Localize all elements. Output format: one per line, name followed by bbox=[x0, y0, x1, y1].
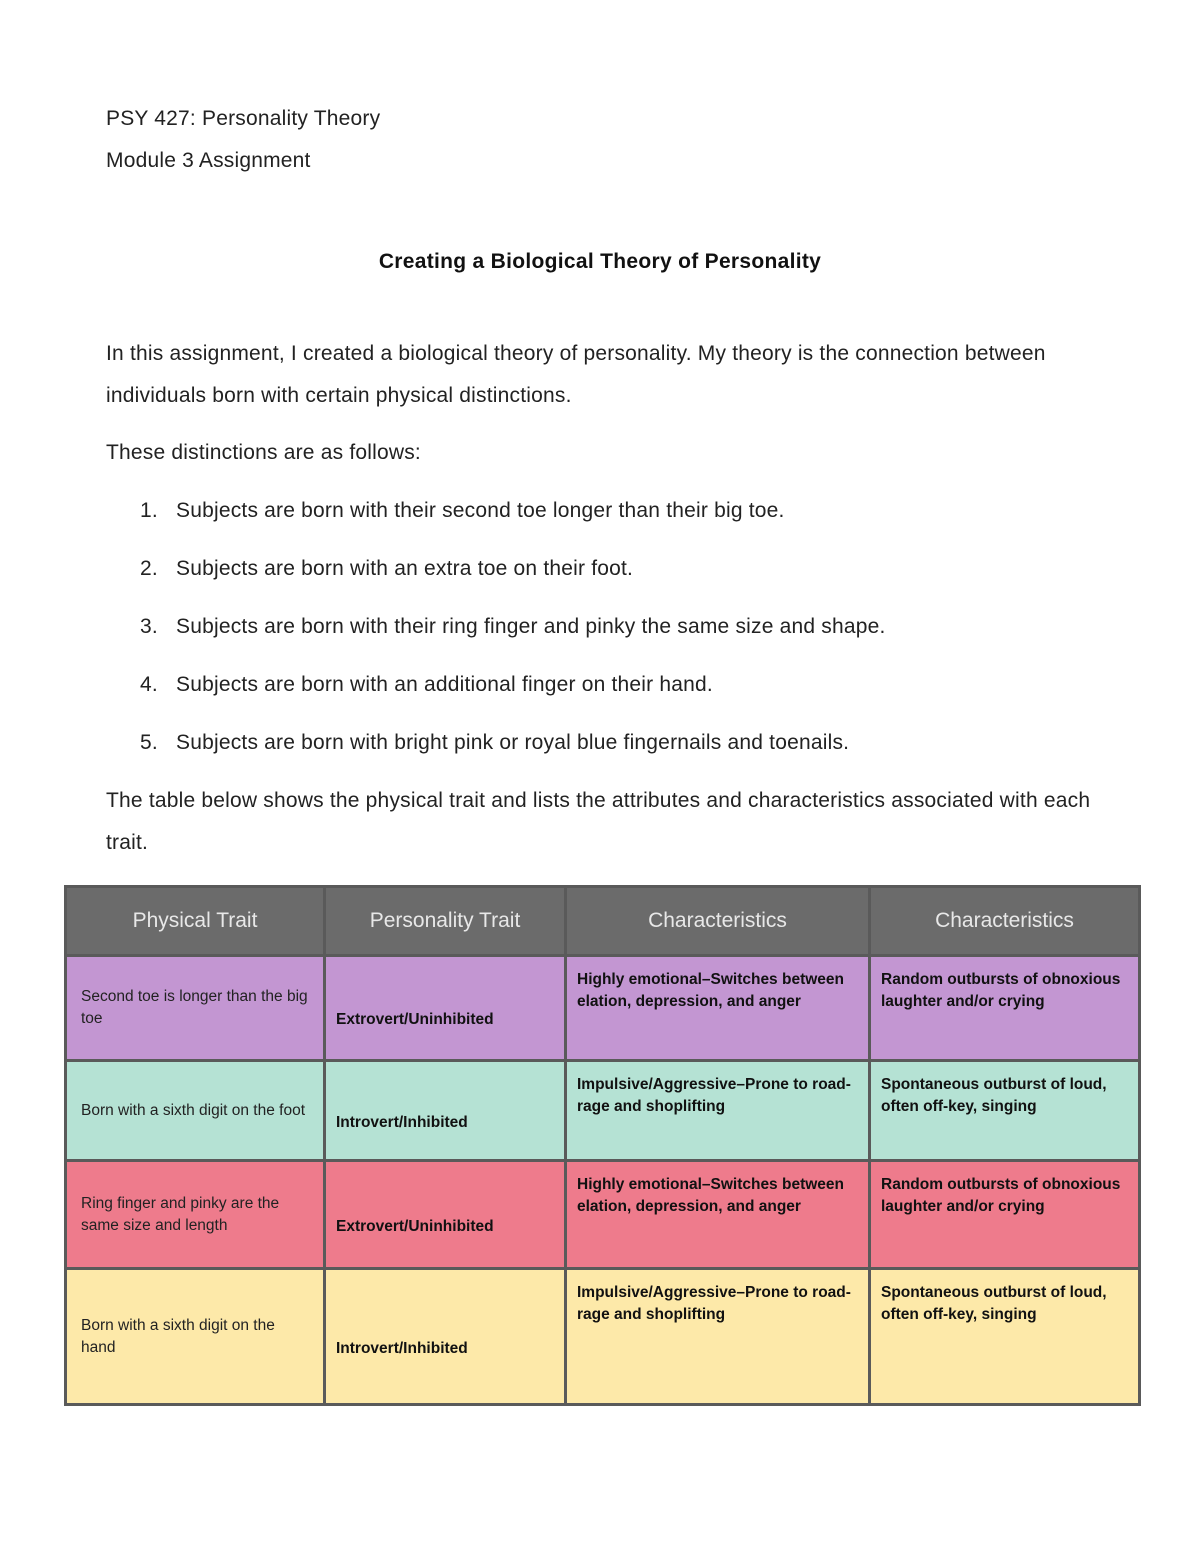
characteristics-cell: Random outbursts of obnoxious laughter and/or crying bbox=[870, 956, 1140, 1061]
characteristics-cell: Random outbursts of obnoxious laughter and/or crying bbox=[870, 1161, 1140, 1269]
list-text: Subjects are born with an additional finger on their hand. bbox=[176, 673, 713, 696]
list-item bbox=[140, 548, 886, 606]
list-number: 5. bbox=[140, 731, 158, 754]
distinctions-list bbox=[140, 490, 886, 780]
list-number: 2. bbox=[140, 557, 158, 580]
list-number: 3. bbox=[140, 615, 158, 638]
list-number: 4. bbox=[140, 673, 158, 696]
list-item bbox=[140, 490, 886, 548]
personality-trait-cell: Introvert/Inhibited bbox=[325, 1061, 566, 1161]
intro-paragraph: In this assignment, I created a biological theory of personality. My theory is the connection between individuals born with certain physical distinctions. bbox=[106, 342, 1046, 407]
table-row bbox=[66, 1061, 1140, 1161]
document-title: Creating a Biological Theory of Personality bbox=[378, 250, 822, 273]
table-row bbox=[66, 1269, 1140, 1405]
list-item bbox=[140, 664, 886, 722]
characteristics-cell: Highly emotional–Switches between elation, depression, and anger bbox=[566, 1161, 870, 1269]
list-item bbox=[140, 606, 886, 664]
physical-trait-cell: Born with a sixth digit on the hand bbox=[66, 1269, 325, 1405]
list-item bbox=[140, 722, 886, 780]
physical-trait-cell: Ring finger and pinky are the same size and length bbox=[66, 1161, 325, 1269]
table-header-row bbox=[66, 887, 1140, 956]
header-physical-trait: Physical Trait bbox=[66, 887, 325, 956]
physical-trait-cell: Born with a sixth digit on the foot bbox=[66, 1061, 325, 1161]
physical-trait-cell: Second toe is longer than the big toe bbox=[66, 956, 325, 1061]
header-characteristics: Characteristics bbox=[870, 887, 1140, 956]
distinctions-lead: These distinctions are as follows: bbox=[106, 441, 421, 464]
characteristics-cell: Impulsive/Aggressive–Prone to road-rage and shoplifting bbox=[566, 1061, 870, 1161]
list-text: Subjects are born with an extra toe on their foot. bbox=[176, 557, 634, 580]
personality-trait-cell: Introvert/Inhibited bbox=[325, 1269, 566, 1405]
list-text: Subjects are born with their second toe longer than their big toe. bbox=[176, 499, 785, 522]
list-text: Subjects are born with bright pink or royal blue fingernails and toenails. bbox=[176, 731, 850, 754]
header-characteristics: Characteristics bbox=[566, 887, 870, 956]
list-text: Subjects are born with their ring finger and pinky the same size and shape. bbox=[176, 615, 886, 638]
characteristics-cell: Spontaneous outburst of loud, often off-key, singing bbox=[870, 1269, 1140, 1405]
module-title: Module 3 Assignment bbox=[106, 149, 311, 172]
header-personality-trait: Personality Trait bbox=[325, 887, 566, 956]
table-lead: The table below shows the physical trait and lists the attributes and characteristics associated with each trait. bbox=[106, 789, 1091, 854]
characteristics-cell: Spontaneous outburst of loud, often off-key, singing bbox=[870, 1061, 1140, 1161]
list-number: 1. bbox=[140, 499, 158, 522]
trait-table bbox=[64, 885, 1141, 1406]
table-row bbox=[66, 956, 1140, 1061]
table-row bbox=[66, 1161, 1140, 1269]
course-title: PSY 427: Personality Theory bbox=[106, 107, 381, 130]
characteristics-cell: Highly emotional–Switches between elation, depression, and anger bbox=[566, 956, 870, 1061]
personality-trait-cell: Extrovert/Uninhibited bbox=[325, 1161, 566, 1269]
characteristics-cell: Impulsive/Aggressive–Prone to road-rage and shoplifting bbox=[566, 1269, 870, 1405]
personality-trait-cell: Extrovert/Uninhibited bbox=[325, 956, 566, 1061]
